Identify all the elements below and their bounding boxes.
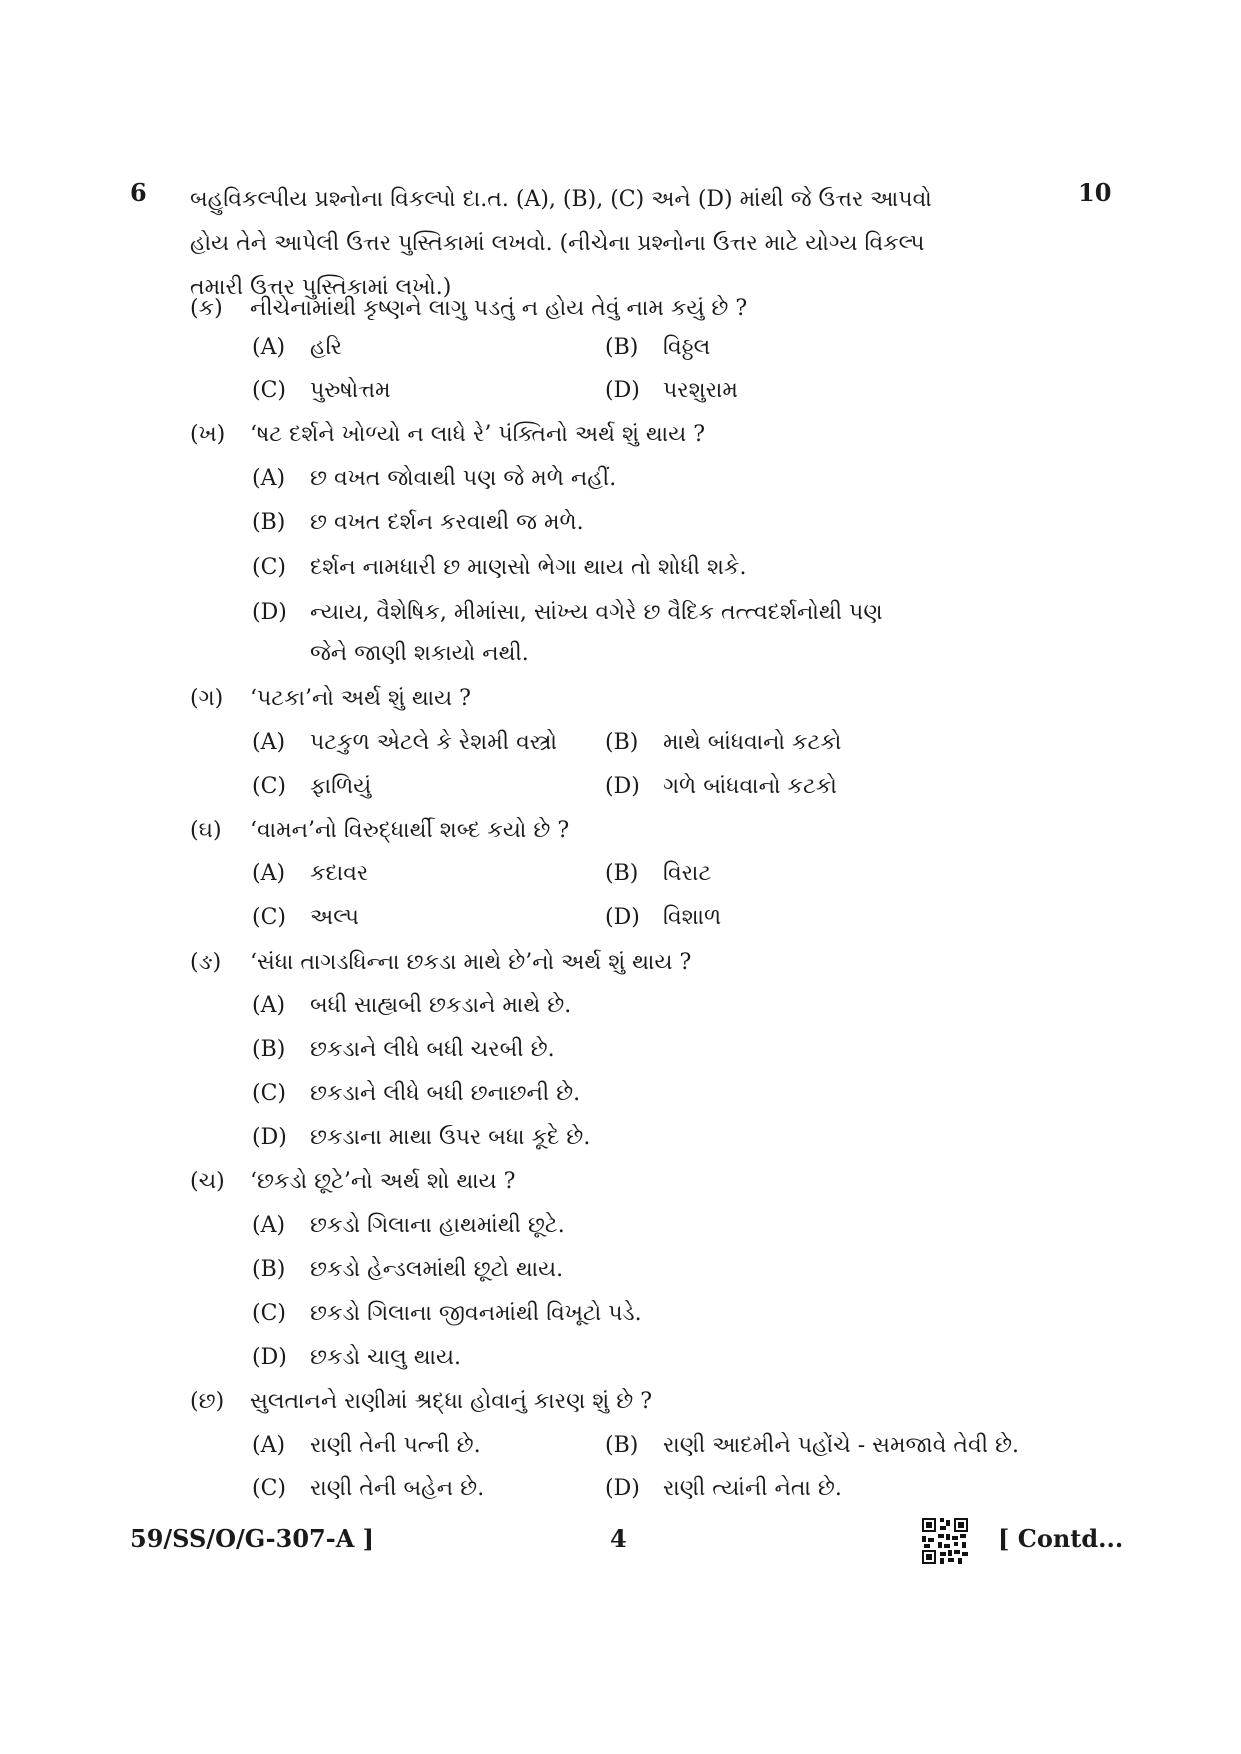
- subquestion-chha: [190, 1389, 652, 1414]
- option-d: [252, 1345, 461, 1370]
- subquestion-ka: [190, 296, 747, 321]
- subquestion-ga: [190, 686, 471, 711]
- option-b: [252, 1037, 555, 1062]
- option-text: દર્શન નામધારી છ માણસો ભેગા થાય તો શોધી શકે.: [310, 555, 747, 580]
- subquestion-kha: [190, 422, 705, 447]
- option-text: રાણી તેની બહેન છે.: [310, 1476, 485, 1501]
- subquestion-nga: [190, 950, 691, 975]
- option-c: [252, 774, 371, 799]
- option-key: (C): [252, 555, 286, 580]
- option-a: [252, 730, 557, 755]
- option-text: પટકુળ એટલે કે રેશમી વસ્ત્રો: [310, 730, 557, 755]
- option-d: [605, 1476, 842, 1501]
- option-a: [252, 335, 342, 360]
- option-b: [605, 335, 710, 360]
- option-d: [605, 378, 738, 403]
- question-marks: 10: [1078, 178, 1112, 207]
- option-text: ફાળિયું: [310, 774, 372, 799]
- option-c: [252, 1476, 484, 1501]
- instruction-line: હોય તેને આપેલી ઉત્તર પુસ્તિકામાં લખવો. (નીચેના પ્રશ્નોના ઉત્તર માટે યોગ્ય વિકલ્પ: [190, 231, 925, 256]
- option-text: હરિ: [310, 335, 342, 360]
- option-key: (D): [252, 600, 287, 625]
- subquestion-label: (ઙ): [190, 950, 222, 975]
- option-text: રાણી આદમીને પહોંચે - સમજાવે તેવી છે.: [663, 1433, 1019, 1458]
- instruction-line: તમારી ઉત્તર પુસ્તિકામાં લખો.): [190, 275, 452, 300]
- option-key: (A): [252, 466, 286, 491]
- option-key: (D): [252, 1345, 287, 1370]
- subquestion-text: ‘ષટ દર્શને ખોળ્યો ન લાધે રે’ પંક્તિનો અર્થ શું થાય ?: [250, 422, 705, 447]
- option-key: (D): [252, 1125, 287, 1150]
- option-c: [252, 905, 359, 930]
- option-d-continued: જેને જાણી શકાયો નથી.: [310, 641, 529, 666]
- option-d: [605, 774, 837, 799]
- option-text: વિશાળ: [663, 905, 722, 930]
- option-text: છકડાના માથા ઉપર બધા કૂદે છે.: [310, 1125, 591, 1150]
- option-text: પરશુરામ: [663, 378, 738, 403]
- option-d: [252, 1125, 590, 1150]
- option-b: [252, 510, 584, 535]
- option-b: [605, 1433, 1019, 1458]
- subquestion-text: સુલતાનને રાણીમાં શ્રદ્ધા હોવાનું કારણ શું છે ?: [250, 1389, 653, 1414]
- option-key: (B): [605, 861, 639, 886]
- option-a: [252, 993, 571, 1018]
- subquestion-text: ‘સંધા તાગડધિન્ના છકડા માથે છે’નો અર્થ શું થાય ?: [250, 950, 692, 975]
- question-instructions: [190, 178, 1010, 310]
- option-key: (C): [252, 1301, 286, 1326]
- option-key: (A): [252, 993, 286, 1018]
- instruction-line: બહુવિકલ્પીય પ્રશ્નોના વિકલ્પો દા.ત. (A), (B), (C) અને (D) માંથી જે ઉત્તર આપવો: [190, 187, 932, 212]
- option-a: [252, 466, 616, 491]
- option-d: [252, 600, 883, 625]
- option-a: [252, 1433, 481, 1458]
- subquestion-text: ‘છકડો છૂટે’નો અર્થ શો થાય ?: [250, 1169, 516, 1194]
- option-d: [605, 905, 721, 930]
- option-text: રાણી ત્યાંની નેતા છે.: [663, 1476, 842, 1501]
- option-key: (D): [605, 378, 640, 403]
- subquestion-label: (ગ): [190, 686, 224, 711]
- option-key: (B): [605, 335, 639, 360]
- option-key: (C): [252, 378, 286, 403]
- qr-code-icon: [922, 1518, 968, 1564]
- option-text: છકડો ચાલુ થાય.: [310, 1345, 461, 1370]
- paper-code: 59/SS/O/G-307-A ]: [130, 1524, 375, 1553]
- option-c: [252, 555, 746, 580]
- option-key: (D): [605, 905, 640, 930]
- option-text: છ વખત જોવાથી પણ જે મળે નહીં.: [310, 466, 617, 491]
- option-text: ગળે બાંધવાનો કટકો: [663, 774, 837, 799]
- option-key: (B): [252, 1257, 286, 1282]
- option-a: [252, 861, 368, 886]
- option-c: [252, 1081, 580, 1106]
- option-text: બધી સાહ્યબી છકડાને માથે છે.: [310, 993, 572, 1018]
- option-b: [605, 730, 841, 755]
- option-key: (A): [252, 730, 286, 755]
- option-key: (A): [252, 861, 286, 886]
- option-key: (C): [252, 1081, 286, 1106]
- option-text: છકડો ગિલાના જીવનમાંથી વિખૂટો પડે.: [310, 1301, 642, 1326]
- question-number: 6: [130, 178, 147, 207]
- subquestion-label: (ઘ): [190, 818, 222, 843]
- subquestion-text: ‘પટકા’નો અર્થ શું થાય ?: [250, 686, 471, 711]
- option-key: (C): [252, 1476, 286, 1501]
- option-key: (B): [605, 1433, 639, 1458]
- option-key: (D): [605, 1476, 640, 1501]
- option-key: (A): [252, 1433, 286, 1458]
- option-text: ન્યાય, વૈશેષિક, મીમાંસા, સાંખ્ય વગેરે છ વૈદિક તત્ત્વદર્શનોથી પણ: [310, 600, 883, 625]
- option-key: (B): [252, 1037, 286, 1062]
- option-text: અલ્પ: [310, 905, 359, 930]
- option-text: કદાવર: [310, 861, 369, 886]
- option-text: છકડાને લીધે બધી ચરબી છે.: [310, 1037, 555, 1062]
- subquestion-gha: [190, 818, 569, 843]
- option-a: [252, 1213, 565, 1238]
- option-b: [252, 1257, 563, 1282]
- option-key: (B): [252, 510, 286, 535]
- option-text: છકડો ગિલાના હાથમાંથી છૂટે.: [310, 1213, 565, 1238]
- option-text: રાણી તેની પત્ની છે.: [310, 1433, 481, 1458]
- subquestion-label: (ક): [190, 296, 223, 321]
- option-text: છકડો હેન્ડલમાંથી છૂટો થાય.: [310, 1257, 564, 1282]
- option-text: છ વખત દર્શન કરવાથી જ મળે.: [310, 510, 584, 535]
- subquestion-text: ‘વામન’નો વિરુદ્ધાર્થી શબ્દ કયો છે ?: [250, 818, 570, 843]
- option-text: માથે બાંધવાનો કટકો: [663, 730, 842, 755]
- subquestion-label: (ચ): [190, 1169, 225, 1194]
- option-key: (A): [252, 335, 286, 360]
- option-key: (D): [605, 774, 640, 799]
- subquestion-text: નીચેનામાંથી કૃષ્ણને લાગુ પડતું ન હોય તેવું નામ કયું છે ?: [250, 296, 748, 321]
- subquestion-label: (છ): [190, 1389, 225, 1414]
- option-text: પુરુષોત્તમ: [310, 378, 391, 403]
- option-text: વિઠ્ઠલ: [663, 335, 711, 360]
- subquestion-label: (ખ): [190, 422, 226, 447]
- option-c: [252, 378, 391, 403]
- option-key: (B): [605, 730, 639, 755]
- option-text: છકડાને લીધે બધી છનાછની છે.: [310, 1081, 581, 1106]
- option-key: (A): [252, 1213, 286, 1238]
- option-c: [252, 1301, 642, 1326]
- option-text: વિરાટ: [663, 861, 712, 886]
- continued-label: [ Contd...: [998, 1524, 1124, 1553]
- subquestion-cha: [190, 1169, 515, 1194]
- option-key: (C): [252, 774, 286, 799]
- option-b: [605, 861, 711, 886]
- page-number: 4: [610, 1524, 627, 1553]
- option-key: (C): [252, 905, 286, 930]
